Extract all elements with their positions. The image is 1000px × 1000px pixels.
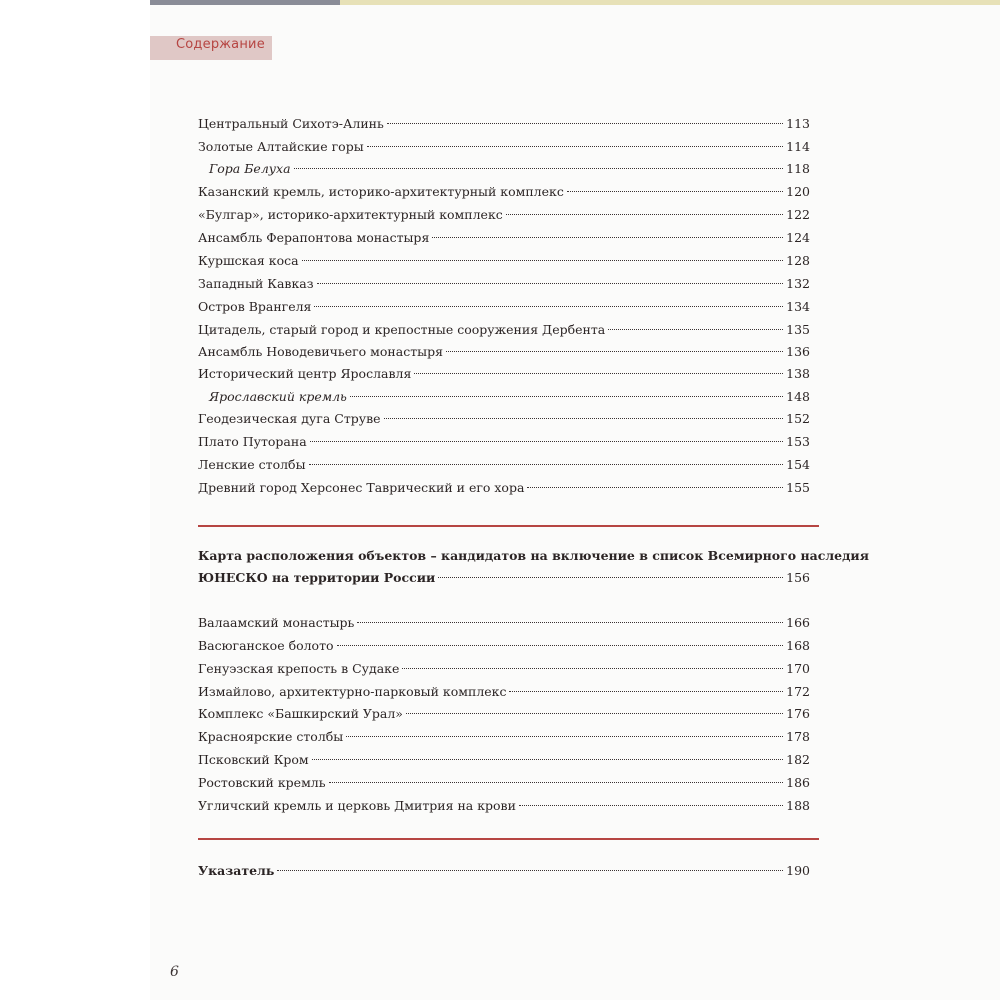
toc-entry[interactable] xyxy=(198,342,810,362)
toc-entry-page: 122 xyxy=(786,207,810,222)
toc-entry[interactable] xyxy=(198,205,810,225)
dot-leader xyxy=(406,713,783,714)
toc-entry-page: 128 xyxy=(786,253,810,268)
toc-entry-label: Ростовский кремль xyxy=(198,775,326,790)
dot-leader xyxy=(277,870,783,871)
dot-leader xyxy=(387,123,783,124)
toc-subentry[interactable] xyxy=(198,159,810,179)
toc-entry-page: 176 xyxy=(786,706,810,721)
toc-entry-label: Ансамбль Ферапонтова монастыря xyxy=(198,230,430,245)
toc-entry[interactable] xyxy=(198,613,810,633)
toc-entry-page: 148 xyxy=(786,389,810,404)
toc-entry[interactable] xyxy=(198,251,810,271)
toc-subentry[interactable] xyxy=(198,387,810,407)
dot-leader xyxy=(317,283,784,284)
toc-entry-label: Ансамбль Новодевичьего монастыря xyxy=(198,344,443,359)
dot-leader xyxy=(446,351,783,352)
toc-entry-label: Ярославский кремль xyxy=(209,389,347,404)
toc-entry-label: Валаамский монастырь xyxy=(198,615,355,630)
toc-entry[interactable] xyxy=(198,659,810,679)
toc-entry-label: Васюганское болото xyxy=(198,638,334,653)
toc-entry-label: Гора Белуха xyxy=(209,161,291,176)
toc-entry-label: Западный Кавказ xyxy=(198,276,314,291)
toc-entry-page: 132 xyxy=(786,276,810,291)
toc-entry[interactable] xyxy=(198,182,810,202)
dot-leader xyxy=(527,487,783,488)
section-divider xyxy=(198,838,819,840)
toc-entry-page: 188 xyxy=(786,798,810,813)
toc-entry[interactable] xyxy=(198,796,810,816)
toc-entry-label: Ленские столбы xyxy=(198,457,306,472)
toc-entry-label: Красноярские столбы xyxy=(198,729,344,744)
toc-entry[interactable] xyxy=(198,364,810,384)
toc-entry[interactable] xyxy=(198,297,810,317)
toc-entry-page: 152 xyxy=(786,411,810,426)
toc-entry[interactable] xyxy=(198,409,810,429)
dot-leader xyxy=(302,260,784,261)
toc-entry-label: Центральный Сихотэ-Алинь xyxy=(198,116,384,131)
map-entry[interactable] xyxy=(198,568,810,588)
toc-entry-label: Комплекс «Башкирский Урал» xyxy=(198,706,403,721)
dot-leader xyxy=(367,146,783,147)
dot-leader xyxy=(329,782,784,783)
toc-entry-label: Цитадель, старый город и крепостные сооружения Дербента xyxy=(198,322,606,337)
toc-entry[interactable] xyxy=(198,704,810,724)
toc-entry[interactable] xyxy=(198,320,810,340)
toc-entry-label: Казанский кремль, историко-архитектурный комплекс xyxy=(198,184,564,199)
toc-entry-label: Генуэзская крепость в Судаке xyxy=(198,661,400,676)
toc-entry-page: 118 xyxy=(786,161,810,176)
toc-entry-page: 166 xyxy=(786,615,810,630)
dot-leader xyxy=(346,736,783,737)
toc-entry-page: 172 xyxy=(786,684,810,699)
page-number: 6 xyxy=(170,964,179,980)
dot-leader xyxy=(432,237,783,238)
index-entry[interactable] xyxy=(198,861,810,881)
dot-leader xyxy=(402,668,783,669)
toc-entry-page: 114 xyxy=(786,139,810,154)
toc-entry-page: 156 xyxy=(786,570,810,585)
toc-entry[interactable] xyxy=(198,114,810,134)
map-entry-line2: ЮНЕСКО на территории России xyxy=(198,570,436,585)
toc-entry-label: Плато Путорана xyxy=(198,434,307,449)
toc-entry-label: Измайлово, архитектурно-парковый комплекс xyxy=(198,684,507,699)
toc-entry-label: Псковский Кром xyxy=(198,752,309,767)
toc-entry[interactable] xyxy=(198,274,810,294)
toc-entry-label: Геодезическая дуга Струве xyxy=(198,411,381,426)
dot-leader xyxy=(294,168,784,169)
dot-leader xyxy=(567,191,783,192)
toc-entry-page: 170 xyxy=(786,661,810,676)
toc-entry-label: «Булгар», историко-архитектурный комплекс xyxy=(198,207,503,222)
toc-entry[interactable] xyxy=(198,455,810,475)
toc-entry-page: 178 xyxy=(786,729,810,744)
dot-leader xyxy=(350,396,783,397)
toc-entry-page: 153 xyxy=(786,434,810,449)
toc-entry[interactable] xyxy=(198,432,810,452)
dot-leader xyxy=(509,691,783,692)
dot-leader xyxy=(414,373,783,374)
toc-entry-page: 120 xyxy=(786,184,810,199)
toc-entry-page: 190 xyxy=(786,863,810,878)
toc-entry[interactable] xyxy=(198,727,810,747)
dot-leader xyxy=(337,645,784,646)
toc-entry-page: 186 xyxy=(786,775,810,790)
toc-entry-page: 155 xyxy=(786,480,810,495)
toc-entry-page: 134 xyxy=(786,299,810,314)
toc-entry-page: 136 xyxy=(786,344,810,359)
toc-entry-page: 168 xyxy=(786,638,810,653)
toc-entry-page: 135 xyxy=(786,322,810,337)
toc-entry[interactable] xyxy=(198,137,810,157)
dot-leader xyxy=(608,329,783,330)
toc-entry-page: 124 xyxy=(786,230,810,245)
dot-leader xyxy=(309,464,784,465)
dot-leader xyxy=(314,306,783,307)
toc-entry[interactable] xyxy=(198,228,810,248)
dot-leader xyxy=(506,214,783,215)
toc-entry-label: Угличский кремль и церковь Дмитрия на крови xyxy=(198,798,516,813)
dot-leader xyxy=(519,805,783,806)
toc-entry-label: Древний город Херсонес Таврический и его хора xyxy=(198,480,525,495)
toc-entry-label: Остров Врангеля xyxy=(198,299,312,314)
section-divider xyxy=(198,525,819,527)
toc-entry-label: Золотые Алтайские горы xyxy=(198,139,364,154)
toc-entry[interactable] xyxy=(198,750,810,770)
dot-leader xyxy=(310,441,783,442)
toc-entry-label: Исторический центр Ярославля xyxy=(198,366,412,381)
map-entry-line1[interactable]: Карта расположения объектов – кандидатов на включение в список Всемирного наследия xyxy=(198,548,869,563)
toc-entry-page: 113 xyxy=(786,116,810,131)
toc-entry-label: Куршская коса xyxy=(198,253,299,268)
toc-entry[interactable] xyxy=(198,773,810,793)
toc-entry[interactable] xyxy=(198,682,810,702)
dot-leader xyxy=(312,759,783,760)
toc-entry-page: 138 xyxy=(786,366,810,381)
toc-entry-label: Указатель xyxy=(198,863,275,878)
toc-entry-page: 154 xyxy=(786,457,810,472)
dot-leader xyxy=(438,577,783,578)
page-title: Содержание xyxy=(176,37,265,52)
toc-entry[interactable] xyxy=(198,478,810,498)
toc-entry[interactable] xyxy=(198,636,810,656)
dot-leader xyxy=(357,622,783,623)
toc-entry-page: 182 xyxy=(786,752,810,767)
dot-leader xyxy=(384,418,784,419)
